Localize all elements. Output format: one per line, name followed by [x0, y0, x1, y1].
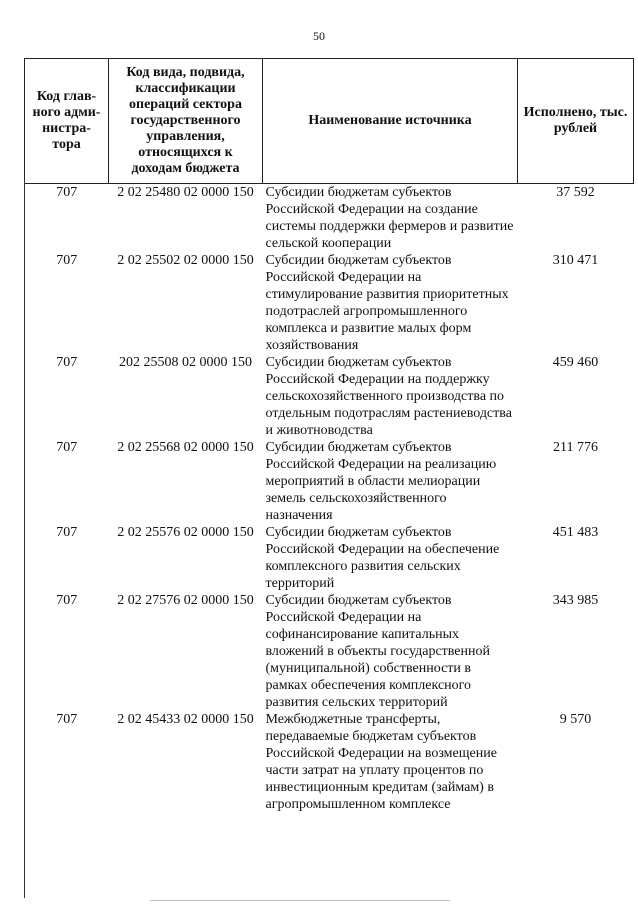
kbk-code-cell: 2 02 25576 02 0000 150: [117, 525, 254, 540]
kbk-code-cell: 2 02 45433 02 0000 150: [117, 712, 254, 727]
table-row: [25, 252, 634, 354]
table-row: [25, 524, 634, 592]
page-number: 50: [313, 29, 325, 43]
scan-artifact-line: [150, 900, 450, 901]
source-name-cell: Субсидии бюджетам субъектов Российской Федерации на обеспечение комплексного развития сельских территорий: [265, 525, 500, 591]
table-row: [25, 711, 634, 817]
header-source-name: Наименование источника: [263, 59, 518, 184]
amount-cell: 37 592: [556, 185, 595, 200]
source-name-cell: Субсидии бюджетам субъектов Российской Федерации на софинансирование капитальных вложений в объекты государственной (муниципальной) собственности в рамках обеспечения комплексного развития сельских территорий: [265, 593, 490, 710]
table-row: [25, 592, 634, 711]
amount-cell: 9 570: [559, 712, 592, 727]
header-kbk-code: Код вида, подвида, классификации операций сектора государственного управления, относящихся к доходам бюджета: [109, 59, 263, 184]
header-amount: Исполнено, тыс. рублей: [518, 59, 634, 184]
admin-code-cell: 707: [25, 184, 109, 253]
admin-code-cell: 707: [25, 354, 109, 439]
table-body: [25, 184, 634, 818]
table-row: [25, 354, 634, 439]
admin-code-cell: 707: [25, 592, 109, 711]
admin-code-cell: 707: [25, 252, 109, 354]
amount-cell: 451 483: [552, 525, 599, 540]
amount-cell: 310 471: [552, 253, 599, 268]
amount-cell: 343 985: [552, 593, 599, 608]
table-left-border: [24, 180, 25, 898]
source-name-cell: Субсидии бюджетам субъектов Российской Федерации на стимулирование развития приоритетных подотраслей агропромышленного комплекса и развитие малых форм хозяйствования: [265, 253, 509, 353]
table-header: [25, 59, 634, 184]
revenue-table: [24, 58, 634, 817]
kbk-code-cell: 2 02 25502 02 0000 150: [117, 253, 254, 268]
table-row: [25, 439, 634, 524]
table-row: [25, 184, 634, 253]
header-admin-code: Код глав-ного адми-нистра-тора: [25, 59, 109, 184]
admin-code-cell: 707: [25, 711, 109, 817]
kbk-code-cell: 2 02 25568 02 0000 150: [117, 440, 254, 455]
amount-cell: 211 776: [553, 440, 598, 455]
kbk-code-cell: 202 25508 02 0000 150: [119, 355, 252, 370]
amount-cell: 459 460: [552, 355, 599, 370]
source-name-cell: Межбюджетные трансферты, передаваемые бюджетам субъектов Российской Федерации на возмещение части затрат на уплату процентов по инвестиционным кредитам (займам) в агропромышленном комплексе: [265, 712, 497, 812]
admin-code-cell: 707: [25, 524, 109, 592]
kbk-code-cell: 2 02 25480 02 0000 150: [117, 185, 254, 200]
source-name-cell: Субсидии бюджетам субъектов Российской Федерации на создание системы поддержки фермеров и развитие сельской кооперации: [265, 185, 514, 251]
header-row: [25, 59, 634, 184]
admin-code-cell: 707: [25, 439, 109, 524]
source-name-cell: Субсидии бюджетам субъектов Российской Федерации на реализацию мероприятий в области мелиорации земель сельскохозяйственного назначения: [265, 440, 497, 523]
source-name-cell: Субсидии бюджетам субъектов Российской Федерации на поддержку сельскохозяйственного производства по отдельным подотраслям растениеводства и животноводства: [265, 355, 512, 438]
kbk-code-cell: 2 02 27576 02 0000 150: [117, 593, 254, 608]
